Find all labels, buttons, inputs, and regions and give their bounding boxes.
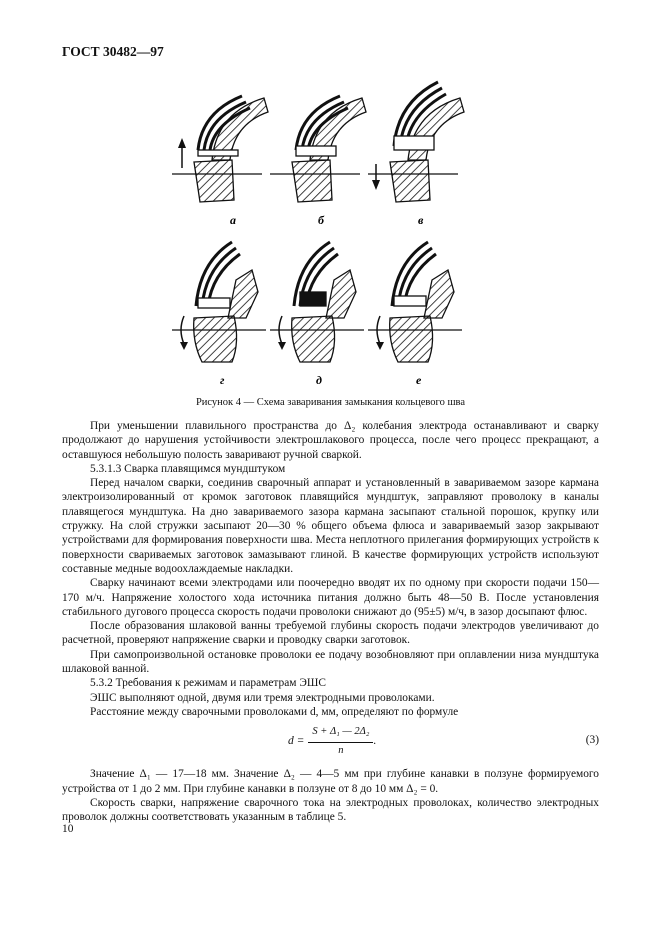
section-heading: 5.3.1.3 Сварка плавящимся мундштуком [90, 462, 286, 475]
formula-numerator: S + Δ₁ — 2Δ₂ [308, 725, 373, 742]
paragraph: Расстояние между сварочными проволоками d, мм, определяют по формуле [90, 705, 459, 718]
panel-a [172, 96, 268, 202]
document-header: ГОСТ 30482—97 [62, 44, 164, 59]
paragraph: Скорость сварки, напряжение сварочного тока на электродных проволоках, количество электродных проволок должны соответствовать указанным в таблице 5. [62, 796, 599, 824]
paragraph: Сварку начинают всеми электродами или поочередно вводят их по одному при скорости подачи 150—170 м/ч. Напряжение холостого хода источника питания должно быть 48—50 В. После установления стабильного дугового процесса скорость подачи проволоки снижают до (95±5) м/ч, в зазор досыпают флюс. [62, 577, 599, 618]
paragraph: При уменьшении плавильного пространства до Δ₂ колебания электрода останавливают и сварку продолжают до нарушения устойчивости электрошлакового процесса, после чего процесс прекращают, а оставшуюся небольшую полость заваривают ручной сваркой. [62, 420, 599, 461]
paragraph: При самопроизвольной остановке проволоки ее подачу возобновляют при оплавлении низа мундштука шлаковой ванной. [62, 648, 599, 676]
body-text [62, 419, 599, 824]
panel-label-d: д [316, 373, 322, 387]
formula-3 [62, 725, 599, 759]
formula-fraction [308, 725, 373, 758]
panel-label-e: е [416, 373, 422, 387]
panel-label-a: а [230, 213, 236, 227]
panel-label-b: б [318, 213, 324, 227]
panel-label-v: в [418, 213, 424, 227]
paragraph: Перед началом сварки, соединив сварочный аппарат и установленный в завариваемом зазоре кармана электроизолированный от кромок заготовок плавящийся мундштук, заправляют проволоку в каналы плавящегося мундштука. На дно завариваемого зазора кармана засыпают стальной порошок, крупку или стружку. На слой стружки засыпают 20—30 % общего объема флюса и завариваемый зазор закрывают устройствами для формирования поверхности шва. Места неплотного прилегания формирующих устройств к поверхности свариваемых заготовок замазывают глиной. В качестве формирующих устройств используют составные медные водоохлаждаемые накладки. [62, 477, 599, 575]
equation-number: (3) [585, 734, 599, 747]
panel-d [270, 242, 364, 362]
paragraph: После образования шлаковой ванны требуемой глубины скорость подачи электродов увеличивают до расчетной, проверяют напряжение сварки и проводку сварки заготовок. [62, 620, 599, 647]
formula-tail: . [373, 735, 377, 748]
page-number: 10 [62, 823, 74, 835]
formula-expression [288, 725, 376, 758]
paragraph: ЭШС выполняют одной, двумя или тремя электродными проволоками. [90, 691, 435, 704]
panel-b [270, 96, 366, 202]
figure-caption: Рисунок 4 — Схема заваривания замыкания кольцевого шва [195, 397, 466, 408]
formula-lhs: d = [288, 735, 305, 748]
panel-e [368, 242, 462, 362]
panel-v [368, 82, 464, 202]
section-heading: 5.3.2 Требования к режимам и параметрам ЭШС [90, 677, 326, 690]
panel-g [172, 242, 266, 362]
paragraph: Значение Δ₁ — 17—18 мм. Значение Δ₂ — 4—5 мм при глубине канавки в ползуне формируемого устройства от 1 до 2 мм. При глубине канавки в ползуне от 8 до 10 мм Δ₂ = 0. [62, 768, 599, 795]
welding-scheme-figure [172, 72, 472, 388]
formula-denominator: n [338, 744, 344, 756]
panel-label-g: г [220, 373, 225, 387]
